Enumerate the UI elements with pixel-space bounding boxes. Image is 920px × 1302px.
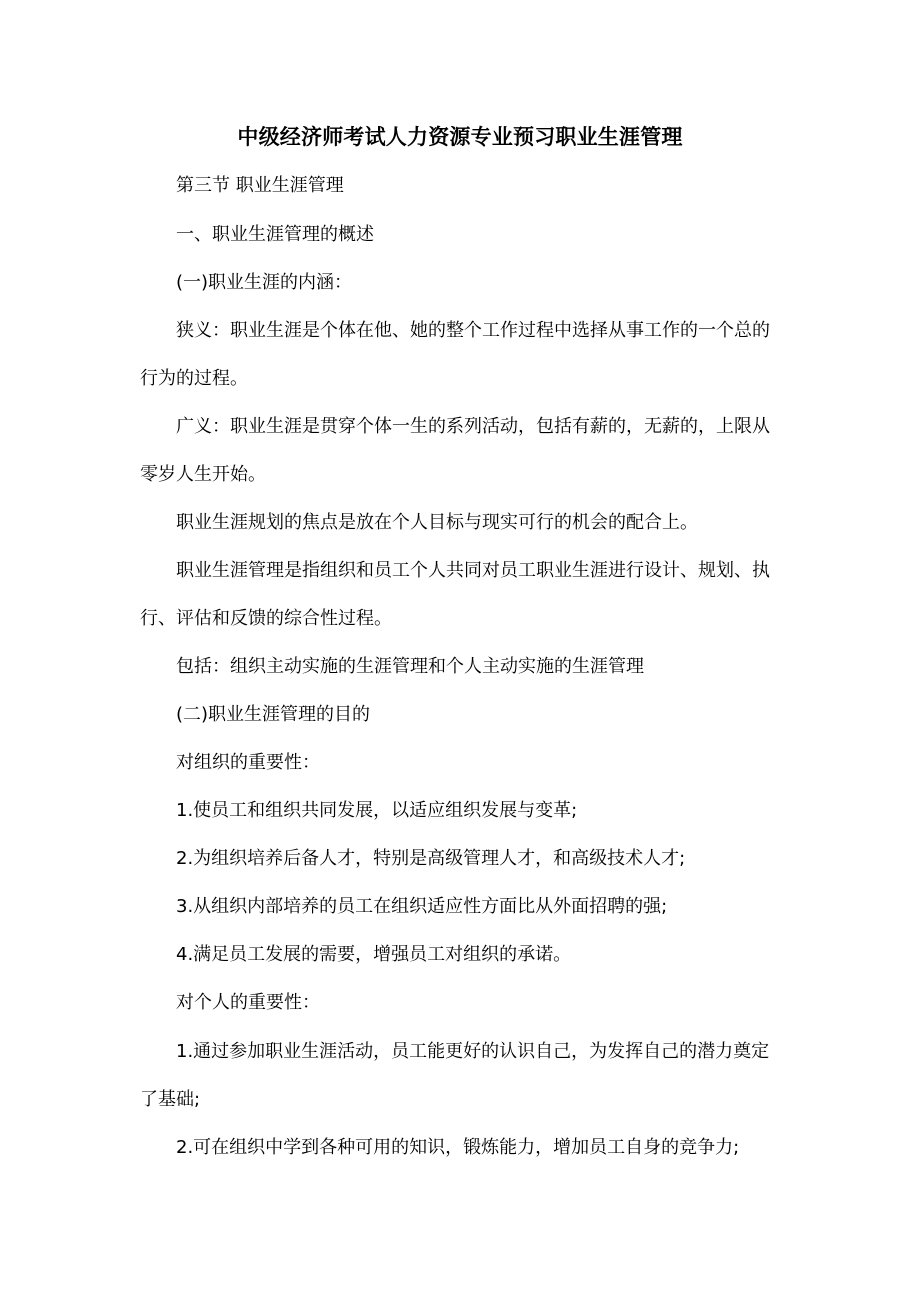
subsection-heading: 一、职业生涯管理的概述	[176, 224, 374, 245]
list-item: 3.从组织内部培养的员工在组织适应性方面比从外面招聘的强;	[176, 896, 668, 917]
document-title: 中级经济师考试人力资源专业预习职业生涯管理	[237, 125, 683, 149]
section-heading: 第三节 职业生涯管理	[176, 175, 344, 196]
item-heading: (二)职业生涯管理的目的	[176, 704, 371, 725]
paragraph-line: 职业生涯规划的焦点是放在个人目标与现实可行的机会的配合上。	[176, 512, 698, 533]
paragraph-line: 狭义：职业生涯是个体在他、她的整个工作过程中选择从事工作的一个总的	[176, 320, 770, 341]
list-item: 4.满足员工发展的需要，增强员工对组织的承诺。	[176, 944, 572, 965]
paragraph-line: 对个人的重要性：	[176, 992, 320, 1013]
paragraph-line: 职业生涯管理是指组织和员工个人共同对员工职业生涯进行设计、规划、执	[176, 560, 770, 581]
list-item: 2.可在组织中学到各种可用的知识，锻炼能力，增加员工自身的竞争力;	[176, 1137, 740, 1158]
paragraph-line: 零岁人生开始。	[140, 464, 266, 485]
list-item-continuation: 了基础;	[140, 1089, 201, 1110]
list-item: 1.通过参加职业生涯活动，员工能更好的认识自己，为发挥自己的潜力奠定	[176, 1041, 770, 1062]
paragraph-line: 对组织的重要性：	[176, 752, 320, 773]
paragraph-line: 行为的过程。	[140, 368, 248, 389]
paragraph-line: 广义：职业生涯是贯穿个体一生的系列活动，包括有薪的，无薪的，上限从	[176, 416, 770, 437]
list-item: 2.为组织培养后备人才，特别是高级管理人才，和高级技术人才;	[176, 848, 686, 869]
paragraph-line: 行、评估和反馈的综合性过程。	[140, 608, 392, 629]
paragraph-line: 包括：组织主动实施的生涯管理和个人主动实施的生涯管理	[176, 656, 644, 677]
item-heading: (一)职业生涯的内涵：	[176, 272, 353, 293]
list-item: 1.使员工和组织共同发展，以适应组织发展与变革;	[176, 800, 578, 821]
